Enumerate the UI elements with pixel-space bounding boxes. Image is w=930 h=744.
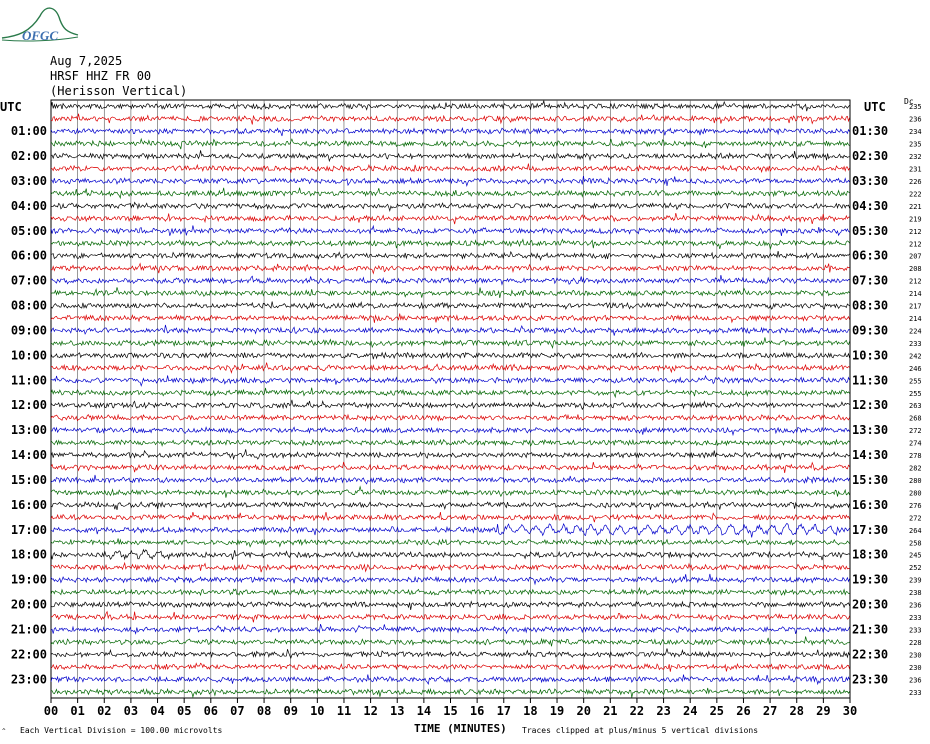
- x-tick-label: 08: [256, 704, 272, 718]
- x-axis-title: TIME (MINUTES): [414, 722, 507, 735]
- dc-label: Dc: [904, 97, 914, 106]
- dc-offset-label: 282: [909, 464, 922, 473]
- x-tick-label: 30: [842, 704, 858, 718]
- hour-label-left: 12:00: [10, 398, 47, 413]
- utc-label-left: UTC: [0, 100, 22, 114]
- half-hour-label-right: 05:30: [852, 223, 889, 238]
- half-hour-label-right: 07:30: [852, 273, 889, 288]
- dc-offset-label: 235: [909, 103, 922, 112]
- x-tick-label: 01: [70, 704, 85, 718]
- half-hour-label-right: 08:30: [852, 298, 889, 313]
- x-tick-label: 27: [762, 704, 778, 718]
- half-hour-label-right: 11:30: [852, 373, 889, 388]
- hour-label-left: 06:00: [10, 248, 47, 263]
- dc-offset-label: 246: [909, 364, 922, 373]
- x-tick-label: 22: [629, 704, 645, 718]
- hour-label-left: 20:00: [10, 597, 47, 612]
- dc-offset-label: 208: [909, 265, 922, 274]
- hour-label-left: 07:00: [10, 273, 47, 288]
- dc-offset-label: 274: [909, 439, 922, 448]
- dc-offset-label: 231: [909, 165, 922, 174]
- dc-offset-label: 280: [909, 477, 922, 485]
- hour-label-left: 17:00: [10, 522, 47, 537]
- hour-label-left: 22:00: [10, 647, 47, 662]
- hour-label-left: 01:00: [10, 124, 47, 139]
- dc-offset-label: 255: [909, 389, 922, 398]
- hour-label-left: 03:00: [10, 174, 47, 188]
- hour-label-left: 13:00: [10, 423, 47, 438]
- hour-label-left: 23:00: [10, 672, 47, 687]
- logo-text: OFGC: [22, 28, 59, 43]
- x-tick-label: 06: [203, 704, 219, 718]
- dc-offset-label: 245: [909, 551, 922, 560]
- x-tick-label: 03: [123, 704, 139, 718]
- dc-offset-label: 233: [909, 614, 922, 622]
- x-tick-label: 24: [682, 704, 698, 718]
- dc-offset-label: 233: [909, 626, 922, 635]
- dc-offset-label: 268: [909, 414, 922, 423]
- hour-label-left: 10:00: [10, 348, 47, 363]
- dc-offset-label: 239: [909, 576, 922, 585]
- x-tick-label: 18: [523, 704, 538, 718]
- half-hour-label-right: 02:30: [852, 149, 889, 164]
- x-tick-label: 29: [816, 704, 831, 718]
- hour-label-left: 21:00: [10, 622, 47, 637]
- scale-note: Each Vertical Division = 100.00 microvolts: [20, 726, 223, 735]
- dc-offset-label: 212: [909, 240, 922, 249]
- half-hour-label-right: 09:30: [852, 323, 889, 338]
- dc-offset-label: 224: [909, 327, 922, 336]
- dc-offset-label: 252: [909, 564, 922, 573]
- dc-offset-label: 263: [909, 402, 922, 411]
- hour-label-left: 09:00: [10, 323, 47, 338]
- header-station: HRSF HHZ FR 00: [50, 69, 152, 83]
- header-station-name: (Herisson Vertical): [50, 84, 188, 98]
- dc-offset-label: 221: [909, 202, 922, 211]
- dc-offset-label: 214: [909, 290, 922, 299]
- half-hour-label-right: 18:30: [852, 547, 889, 562]
- x-tick-label: 15: [443, 704, 458, 718]
- hour-label-left: 04:00: [10, 198, 47, 213]
- dc-offset-label: 235: [909, 140, 922, 149]
- x-tick-label: 07: [230, 704, 245, 718]
- dc-offset-label: 236: [909, 115, 922, 124]
- dc-offset-label: 233: [909, 339, 922, 348]
- half-hour-label-right: 15:30: [852, 473, 889, 487]
- x-tick-label: 00: [43, 704, 59, 718]
- hour-label-left: 15:00: [10, 473, 47, 487]
- hour-label-left: 11:00: [10, 373, 47, 388]
- dc-offset-label: 276: [909, 501, 922, 510]
- x-tick-label: 23: [656, 704, 671, 718]
- hour-label-left: 18:00: [10, 547, 47, 562]
- footer-mark: ^: [2, 728, 6, 735]
- x-tick-label: 04: [150, 704, 165, 718]
- half-hour-label-right: 23:30: [852, 672, 889, 687]
- half-hour-label-right: 10:30: [852, 348, 889, 363]
- half-hour-label-right: 17:30: [852, 522, 889, 537]
- dc-offset-label: 272: [909, 514, 922, 523]
- grid: [51, 100, 850, 698]
- x-tick-label: 09: [283, 704, 298, 718]
- dc-offset-label: 230: [909, 651, 922, 660]
- x-tick-label: 21: [603, 704, 618, 718]
- half-hour-label-right: 13:30: [852, 423, 889, 438]
- dc-offset-label: 234: [909, 128, 922, 137]
- dc-offset-label: 258: [909, 539, 922, 548]
- dc-offset-label: 232: [909, 153, 922, 162]
- dc-offset-label: 214: [909, 315, 922, 323]
- x-tick-label: 10: [310, 704, 325, 718]
- dc-offset-label: 236: [909, 601, 922, 610]
- x-tick-label: 20: [576, 704, 591, 718]
- dc-offset-label: 222: [909, 190, 922, 199]
- header-date: Aug 7,2025: [50, 54, 123, 68]
- utc-label-right: UTC: [864, 100, 886, 114]
- x-axis: [44, 698, 857, 718]
- half-hour-label-right: 21:30: [852, 622, 889, 637]
- dc-offset-label: 226: [909, 178, 922, 186]
- dc-offset-label: 264: [909, 526, 922, 535]
- dc-offset-label: 255: [909, 377, 922, 386]
- x-tick-label: 19: [549, 704, 565, 718]
- clip-note: Traces clipped at plus/minus 5 vertical divisions: [522, 726, 759, 735]
- x-tick-label: 25: [709, 704, 725, 718]
- x-tick-label: 28: [789, 704, 804, 718]
- dc-offset-label: 207: [909, 252, 922, 261]
- half-hour-label-right: 22:30: [852, 647, 889, 662]
- x-tick-label: 16: [469, 704, 485, 718]
- half-hour-label-right: 14:30: [852, 448, 889, 463]
- dc-offset-label: 236: [909, 676, 922, 685]
- dc-offset-label: 217: [909, 302, 922, 311]
- hour-label-left: 05:00: [10, 223, 47, 238]
- x-tick-label: 14: [416, 704, 432, 718]
- hour-label-left: 02:00: [10, 149, 47, 164]
- x-tick-label: 12: [363, 704, 378, 718]
- hour-label-left: 08:00: [10, 298, 47, 313]
- hour-label-left: 14:00: [10, 448, 47, 463]
- half-hour-label-right: 01:30: [852, 124, 889, 139]
- x-tick-label: 11: [336, 704, 352, 718]
- dc-offset-label: 219: [909, 215, 922, 224]
- dc-offset-label: 280: [909, 489, 922, 498]
- half-hour-label-right: 12:30: [852, 398, 889, 413]
- half-hour-label-right: 20:30: [852, 597, 889, 612]
- x-tick-label: 05: [176, 704, 192, 718]
- hour-label-left: 19:00: [10, 572, 47, 587]
- half-hour-label-right: 04:30: [852, 198, 889, 213]
- dc-offset-label: 230: [909, 663, 922, 672]
- half-hour-label-right: 06:30: [852, 248, 889, 263]
- x-tick-label: 13: [389, 704, 405, 718]
- dc-offset-label: 238: [909, 589, 922, 598]
- half-hour-label-right: 16:30: [852, 497, 889, 512]
- x-tick-label: 17: [496, 704, 512, 718]
- half-hour-label-right: 03:30: [852, 174, 889, 188]
- dc-offset-label: 242: [909, 352, 922, 361]
- dc-offset-label: 228: [909, 638, 922, 647]
- half-hour-label-right: 19:30: [852, 572, 889, 587]
- dc-offset-label: 212: [909, 227, 922, 236]
- x-tick-label: 02: [97, 704, 112, 718]
- hour-label-left: 16:00: [10, 497, 47, 512]
- dc-offset-label: 278: [909, 452, 922, 461]
- dc-offset-label: 212: [909, 277, 922, 286]
- dc-offset-label: 272: [909, 427, 922, 436]
- x-tick-label: 26: [736, 704, 751, 718]
- dc-offset-label: 233: [909, 688, 922, 697]
